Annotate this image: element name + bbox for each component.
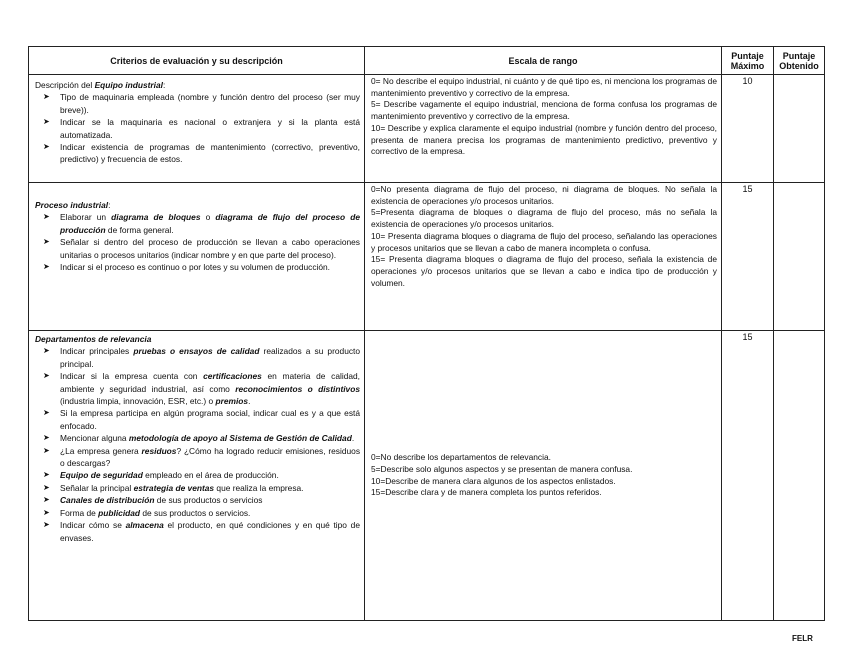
criteria-bullet: ➤ Señalar la principal estrategia de ventas que realiza la empresa. — [43, 482, 304, 493]
scale-level: 10= Presenta diagrama bloques o diagrama de flujo del proceso, señalando las operaciones y procesos unitarios que se llevan a cabo de manera incompleta o confusa. — [371, 230, 717, 253]
obtained-score-field[interactable] — [774, 75, 825, 183]
max-score: 15 — [722, 331, 774, 621]
scale-level: 15=Describe clara y de manera completa los puntos referidos. — [371, 487, 602, 498]
arrow-bullet-icon: ➤ — [43, 346, 50, 356]
criteria-bullet: ➤ Equipo de seguridad empleado en el área de producción. — [43, 470, 279, 481]
scale-level: 0=No describe los departamentos de relevancia. — [371, 452, 551, 463]
criteria-bullet: ➤ Canales de distribución de sus productos o servicios — [43, 495, 263, 506]
arrow-bullet-icon: ➤ — [43, 495, 50, 505]
arrow-bullet-icon: ➤ — [43, 92, 50, 102]
arrow-bullet-icon: ➤ — [43, 433, 50, 443]
criteria-heading: Descripción del Equipo industrial: — [35, 80, 166, 90]
scale-cell — [365, 331, 722, 621]
header-criteria: Criterios de evaluación y su descripción — [29, 47, 365, 75]
scale-level: 5= Describe vagamente el equipo industrial, menciona de forma confusa los programas de mantenimiento preventivo y correctivo de la empresa. — [371, 99, 717, 122]
criteria-bullet: ➤ ¿La empresa genera residuos? ¿Cómo ha logrado reducir emisiones, residuos o descargas? — [43, 445, 361, 469]
criteria-heading: Departamentos de relevancia — [35, 334, 152, 344]
evaluation-rubric-table — [28, 46, 825, 621]
criteria-bullet: ➤ Indicar cómo se almacena el producto, en qué condiciones y en qué tipo de envases. — [43, 520, 360, 543]
criteria-bullet: ➤ Indicar si la empresa cuenta con certificaciones en materia de calidad, ambiente y seguridad industrial, así como reconocimientos o distintivos (industria limpia, innovación, ESR, etc.) o premios. — [43, 371, 360, 407]
table-row — [29, 183, 825, 331]
obtained-score-field[interactable] — [774, 183, 825, 331]
scale-level: 5=Presenta diagrama de bloques o diagrama de flujo del proceso, más no señala la existencia de operaciones y/o procesos unitarios. — [371, 207, 717, 230]
table-header-row — [29, 47, 825, 75]
arrow-bullet-icon: ➤ — [43, 470, 50, 480]
criteria-bullet: ➤ Elaborar un diagrama de bloques o diagrama de flujo del proceso de producción de forma general. — [43, 212, 360, 235]
header-obtained-score: Puntaje Obtenido — [774, 47, 825, 75]
criteria-cell — [29, 183, 365, 331]
arrow-bullet-icon: ➤ — [43, 408, 50, 418]
footer-initials: FELR — [792, 634, 813, 643]
header-max-score: Puntaje Máximo — [722, 47, 774, 75]
arrow-bullet-icon: ➤ — [43, 371, 50, 381]
criteria-cell — [29, 331, 365, 621]
criteria-bullet: ➤ Indicar si el proceso es continuo o por lotes y su volumen de producción. — [43, 262, 331, 273]
criteria-heading: Proceso industrial: — [35, 200, 111, 210]
table-row — [29, 331, 825, 621]
criteria-bullet: ➤ Mencionar alguna metodología de apoyo al Sistema de Gestión de Calidad. — [43, 433, 355, 444]
criteria-bullet: ➤ Forma de publicidad de sus productos o servicios. — [43, 507, 251, 518]
arrow-bullet-icon: ➤ — [43, 445, 50, 455]
arrow-bullet-icon: ➤ — [43, 482, 50, 492]
criteria-bullet: ➤ Si la empresa participa en algún programa social, indicar cual es y a que está enfocado. — [43, 408, 360, 431]
arrow-bullet-icon: ➤ — [43, 237, 50, 247]
criteria-bullet: ➤ Indicar existencia de programas de mantenimiento (correctivo, preventivo, predictivo) y frecuencia de estos. — [43, 142, 360, 165]
arrow-bullet-icon: ➤ — [43, 262, 50, 272]
scale-level: 15= Presenta diagrama bloques o diagrama de flujo del proceso, señala la existencia de operaciones y/o procesos unitarios que se llevan a cabo e indica tipo de producción y volumen. — [371, 254, 717, 288]
scale-level: 5=Describe solo algunos aspectos y se presentan de manera confusa. — [371, 463, 633, 474]
table-row — [29, 75, 825, 183]
arrow-bullet-icon: ➤ — [43, 212, 50, 222]
scale-level: 10= Describe y explica claramente el equipo industrial (nombre y función dentro del proceso, presenta de manera precisa los programas de mantenimiento predictivo, preventivo y correctivo de la empresa. — [371, 122, 717, 157]
scale-level: 10=Describe de manera clara algunos de los aspectos enlistados. — [371, 475, 616, 486]
criteria-cell — [29, 75, 365, 183]
arrow-bullet-icon: ➤ — [43, 142, 50, 152]
criteria-bullet: ➤ Indicar se la maquinaria es nacional o extranjera y si la planta está automatizada. — [43, 117, 360, 140]
criteria-bullet: ➤ Señalar si dentro del proceso de producción se llevan a cabo operaciones unitarias o procesos unitarios (indicar nombre y en que parte del proceso). — [43, 237, 360, 260]
scale-level: 0=No presenta diagrama de flujo del proceso, ni diagrama de bloques. No señala la existencia de operaciones y/o procesos unitarios. — [371, 184, 717, 206]
obtained-score-field[interactable] — [774, 331, 825, 621]
arrow-bullet-icon: ➤ — [43, 520, 50, 530]
arrow-bullet-icon: ➤ — [43, 117, 50, 127]
max-score: 10 — [722, 75, 774, 183]
scale-cell — [365, 183, 722, 331]
arrow-bullet-icon: ➤ — [43, 507, 50, 517]
header-scale: Escala de rango — [365, 47, 722, 75]
scale-level: 0= No describe el equipo industrial, ni cuánto y de qué tipo es, ni menciona los programas de mantenimiento preventivo y correctivo de la empresa. — [371, 76, 717, 98]
max-score: 15 — [722, 183, 774, 331]
criteria-bullet: ➤ Tipo de maquinaria empleada (nombre y función dentro del proceso (ser muy breve)). — [43, 92, 360, 115]
criteria-bullet: ➤ Indicar principales pruebas o ensayos de calidad realizados a su producto principal. — [43, 346, 361, 369]
scale-cell — [365, 75, 722, 183]
